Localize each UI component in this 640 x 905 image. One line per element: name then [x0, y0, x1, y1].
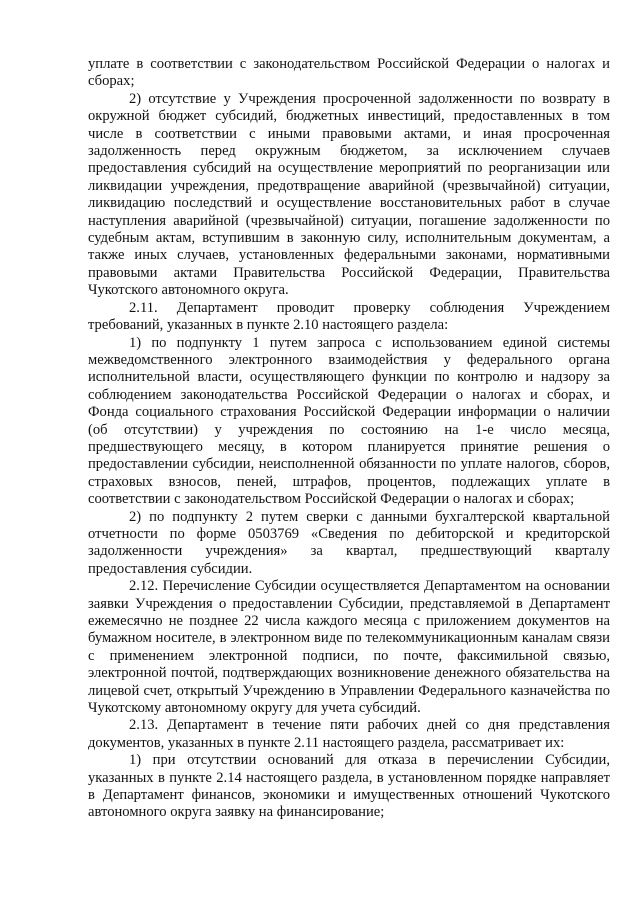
paragraph-2-13-item-1: 1) при отсутствии оснований для отказа в перечислении Субсидии, указанных в пункте 2.14 настоящего раздела, в установленном порядке направляет в Департамент финансов, экономики и имущественных отношений Чукотского автономного округа заявку на финансирование; [88, 752, 610, 821]
paragraph-2-12: 2.12. Перечисление Субсидии осуществляется Департаментом на основании заявки Учреждения о предоставлении Субсидии, представляемой в Департамент ежемесячно не позднее 22 числа каждого месяца с приложением документов на бумажном носителе, в электронном виде по телекоммуникационным каналам связи с применением электронной подписи, по почте, факсимильной связью, электронной почтой, подтверждающих возникновение денежного обязательства на лицевой счет, открытый Учреждению в Управлении Федерального казначейства по Чукотскому автономному округу для учета субсидий. [88, 578, 610, 717]
paragraph-2-11: 2.11. Департамент проводит проверку соблюдения Учреждением требований, указанных в пункте 2.10 настоящего раздела: [88, 299, 610, 334]
paragraph-2-11-item-1: 1) по подпункту 1 путем запроса с использованием единой системы межведомственного электронного взаимодействия у федерального органа исполнительной власти, осуществляющего функции по контролю и надзору за соблюдением законодательства Российской Федерации о налогах и сборах, и Фонда социального страхования Российской Федерации информации о наличии (об отсутствии) у учреждения по состоянию на 1-е число месяца, предшествующего месяцу, в котором планируется принятие решения о предоставлении субсидии, неисполненной обязанности по уплате налогов, сборов, страховых взносов, пеней, штрафов, процентов, подлежащих уплате в соответствии с законодательством Российской Федерации о налогах и сборах; [88, 334, 610, 508]
paragraph-2-13: 2.13. Департамент в течение пяти рабочих дней со дня представления документов, указанных в пункте 2.11 настоящего раздела, рассматривает их: [88, 717, 610, 751]
document-page [88, 56, 610, 822]
paragraph-continuation: уплате в соответствии с законодательством Российской Федерации о налогах и сборах; [88, 56, 610, 90]
paragraph-2-11-item-2: 2) по подпункту 2 путем сверки с данными бухгалтерской квартальной отчетности по форме 0503769 «Сведения по дебиторской и кредиторской задолженности учреждения» за квартал, предшествующий кварталу предоставления субсидии. [88, 508, 610, 577]
paragraph-item-2-debt: 2) отсутствие у Учреждения просроченной задолженности по возврату в окружной бюджет субсидий, бюджетных инвестиций, предоставленных в том числе в соответствии с иными правовыми актами, и иная просроченная задолженность перед окружным бюджетом, за исключением случаев предоставления субсидий на осуществление мероприятий по реорганизации или ликвидации учреждения, предотвращение аварийной (чрезвычайной) ситуации, ликвидацию последствий и осуществление восстановительных работ в случае наступления аварийной (чрезвычайной) ситуации, погашение задолженности по судебным актам, вступившим в законную силу, исполнительным документам, а также иных случаев, установленных федеральными законами, нормативными правовыми актами Правительства Российской Федерации, Правительства Чукотского автономного округа. [88, 90, 610, 299]
